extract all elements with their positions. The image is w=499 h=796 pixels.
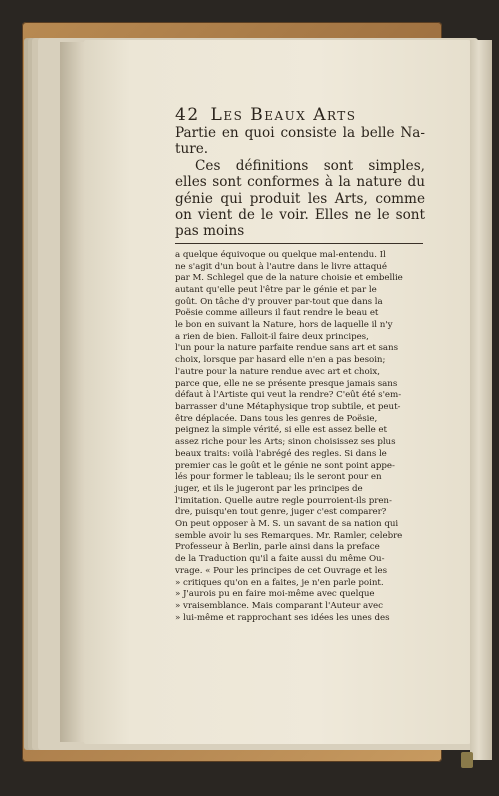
footnote-line: défaut à l'Artiste qui veut la rendre? C'eût été s'em- <box>175 390 402 401</box>
footnote-line: goût. On tâche d'y prouver par-tout que dans la <box>175 296 383 307</box>
footnote-line: vrage. « Pour les principes de cet Ouvrage et les <box>175 565 388 576</box>
footnote-line: parce que, elle ne se présente presque jamais sans <box>175 378 398 389</box>
footnote-line: barrasser d'une Métaphysique trop subtile, et peut- <box>175 401 401 412</box>
footnote-line: être déplacée. Dans tous les genres de Poësie, <box>175 413 378 424</box>
main-text <box>175 125 425 240</box>
footnote-line: le bon en suivant la Nature, hors de laquelle il n'y <box>175 320 393 331</box>
footnote-line: par M. Schlegel que de la nature choisie et embellie <box>175 273 403 284</box>
footnote-line: l'un pour la nature parfaite rendue sans art et sans <box>175 343 398 354</box>
footnote-line: a rien de bien. Falloit-il faire deux principes, <box>175 331 369 342</box>
main-paragraph-2: Ces définitions sont simples, elles sont conformes à la nature du génie qui produit les Arts, comme on vient de le voir. Elles ne le sont pas moins <box>175 157 425 240</box>
footnote-rule <box>175 243 423 244</box>
footnote-line: juger, et ils le jugeront par les principes de <box>175 483 363 494</box>
footnote-line: a quelque équivoque ou quelque mal-entendu. Il <box>175 249 386 260</box>
footnote-line: semble avoir lu ses Remarques. Mr. Ramler, celebre <box>175 530 403 541</box>
footnote-line: de la Traduction qu'il a faite aussi du même Ou- <box>175 554 385 565</box>
footnote-line: autant qu'elle peut l'être par le génie et par le <box>175 284 377 295</box>
footnote-line: choix, lorsque par hasard elle n'en a pas besoin; <box>175 355 386 366</box>
footnote-line: » critiques qu'on en a faites, je n'en parle point. <box>175 577 384 588</box>
footnote-line: dre, puisqu'en tout genre, juger c'est comparer? <box>175 507 387 518</box>
footnote-line: Professeur à Berlin, parle ainsi dans la preface <box>175 542 380 553</box>
footnote-line: assez riche pour les Arts; sinon choisissez ses plus <box>175 437 396 448</box>
bookmark-ribbon <box>461 752 473 768</box>
footnote-line: premier cas le goût et le génie ne sont point appe- <box>175 460 395 471</box>
page-number: 42 <box>175 105 200 125</box>
footnote-line: ne s'agit d'un bout à l'autre dans le livre attaqué <box>175 261 387 272</box>
footnote-line: lés pour former le tableau; ils le seront pour en <box>175 472 382 483</box>
footnote-line: l'autre pour la nature rendue avec art et choix, <box>175 366 380 377</box>
footnote-line: » J'aurois pu en faire moi-même avec quelque <box>175 589 375 600</box>
main-paragraph-1: Partie en quoi consiste la belle Na-ture. <box>175 125 425 158</box>
running-header <box>175 105 425 125</box>
footnote-line: beaux traits: voilà l'abrégé des regles. Si dans le <box>175 448 387 459</box>
footnote-line: » lui-même et rapprochant ses idées les unes des <box>175 612 390 623</box>
running-title: Les Beaux Arts <box>210 105 357 125</box>
footnote-line: l'imitation. Quelle autre regle pourroient-ils pren- <box>175 495 392 506</box>
footnote-line: Poësie comme ailleurs il faut rendre le beau et <box>175 308 379 319</box>
footnote-line: peignez la simple vérité, si elle est assez belle et <box>175 425 387 436</box>
footnote-line: On peut opposer à M. S. un savant de sa nation qui <box>175 519 399 530</box>
footnote-line: » vraisemblance. Mais comparant l'Auteur avec <box>175 600 383 611</box>
page-edge <box>470 40 492 760</box>
page-content <box>175 105 425 624</box>
footnote <box>175 250 425 625</box>
